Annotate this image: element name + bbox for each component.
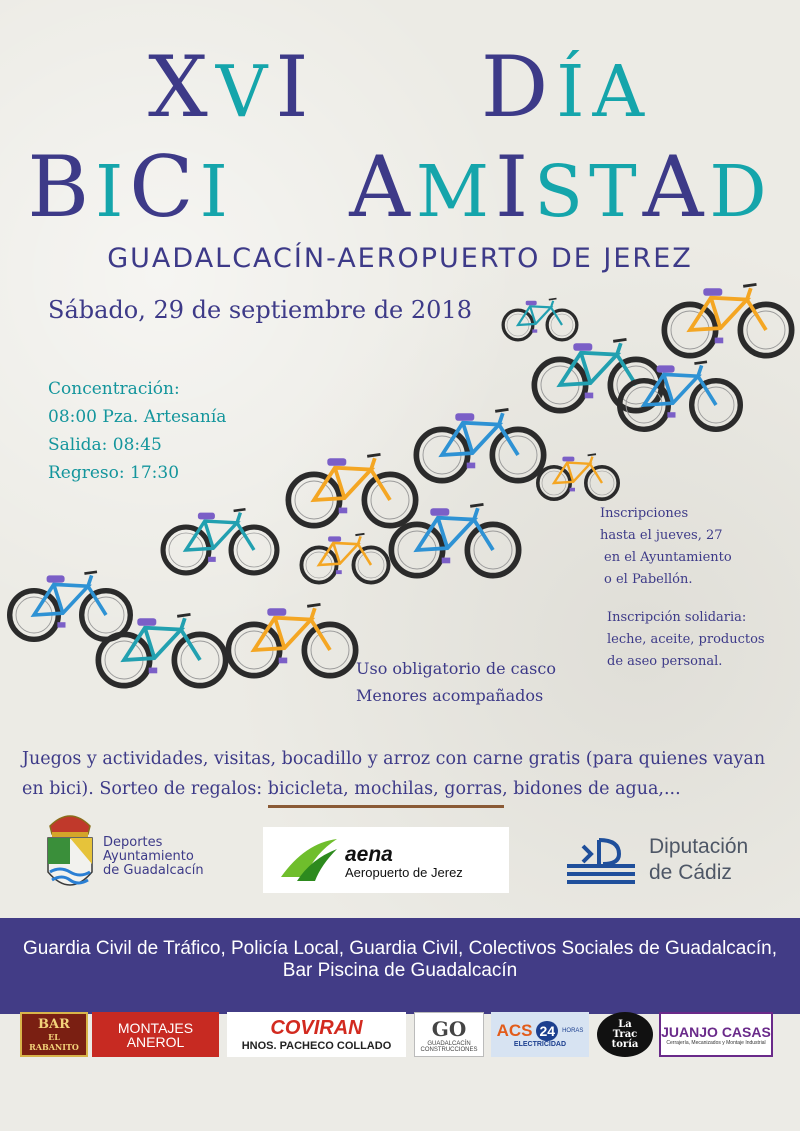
title-bici bbox=[27, 138, 233, 236]
sponsor-coviran bbox=[227, 1012, 406, 1057]
registration-line: en el Ayuntamiento bbox=[604, 550, 732, 565]
title-letter: C bbox=[129, 138, 200, 236]
aena-name: aena bbox=[345, 843, 393, 866]
title-xvi bbox=[148, 38, 317, 136]
coat-of-arms-icon bbox=[42, 808, 98, 898]
solidarity-line: Inscripción solidaria: bbox=[607, 610, 747, 625]
schedule-line: Regreso: 17:30 bbox=[48, 463, 180, 483]
solidarity-line: de aseo personal. bbox=[607, 654, 723, 669]
title-letter: I bbox=[95, 150, 130, 233]
title-letter: Í bbox=[556, 50, 593, 133]
registration-info bbox=[600, 503, 732, 591]
rule-line: Menores acompañados bbox=[356, 686, 544, 705]
bottom-margin bbox=[0, 1070, 800, 1131]
sponsor-text: ELECTRICIDAD bbox=[513, 1041, 567, 1048]
title-letter: I bbox=[275, 38, 317, 136]
sponsor-montajes-anerol bbox=[92, 1012, 219, 1057]
sponsor-text: La bbox=[618, 1018, 632, 1030]
ayto-line: Deportes bbox=[103, 835, 163, 850]
title-letter: A bbox=[592, 50, 653, 133]
rules-block bbox=[356, 655, 556, 709]
sponsor-bar-rabanito bbox=[20, 1012, 88, 1057]
title-letter: D bbox=[709, 150, 773, 233]
title-amistad bbox=[349, 138, 772, 236]
sponsor-text: ANEROL bbox=[126, 1033, 185, 1050]
sponsor-text: ACS bbox=[496, 1021, 533, 1040]
activities-text: Juegos y actividades, visitas, bocadillo y arroz con carne gratis (para quienes vayan en bici). Sorteo de regalos: bicicleta, mochilas, gorras, bidones de agua,... bbox=[22, 749, 766, 799]
sponsors-row bbox=[0, 1012, 800, 1057]
title-letter: D bbox=[480, 38, 557, 136]
solidarity-registration bbox=[607, 607, 765, 673]
title-letter: A bbox=[349, 138, 416, 236]
sponsor-text: EL RABANITO bbox=[29, 1032, 79, 1052]
sponsor-text: BAR bbox=[38, 1017, 70, 1032]
sponsor-text: Trac bbox=[612, 1028, 638, 1040]
collaborators-band bbox=[0, 918, 800, 1014]
title-letter: A bbox=[642, 138, 710, 236]
sponsor-text: JUANJO CASAS bbox=[661, 1023, 771, 1040]
title-letter: B bbox=[27, 138, 96, 236]
title-letter: V bbox=[215, 50, 276, 133]
event-date: Sábado, 29 de septiembre de 2018 bbox=[48, 296, 472, 324]
title-line-2 bbox=[0, 138, 800, 236]
title-letter: I bbox=[494, 138, 535, 236]
diputacion-line: de Cádiz bbox=[649, 861, 732, 884]
sponsor-text: GUADALCACÍN bbox=[427, 1040, 471, 1047]
schedule-line: Salida: 08:45 bbox=[48, 435, 162, 455]
sponsor-la-tractoria bbox=[597, 1012, 653, 1057]
solidarity-line: leche, aceite, productos bbox=[607, 632, 765, 647]
collaborators-text: Guardia Civil de Tráfico, Policía Local, Guardia Civil, Colectivos Sociales de Guadalcacín, Bar Piscina de Guadalcacín bbox=[22, 938, 778, 981]
aena-logo bbox=[263, 827, 509, 893]
ayto-line: Ayuntamiento bbox=[103, 849, 194, 864]
title-letter: T bbox=[589, 150, 643, 233]
schedule-line: Concentración: bbox=[48, 379, 180, 399]
divider-line bbox=[268, 805, 504, 808]
sponsor-go-construcciones bbox=[414, 1012, 484, 1057]
title-letter: X bbox=[147, 38, 216, 136]
registration-line: o el Pabellón. bbox=[604, 572, 693, 587]
ayuntamiento-logo bbox=[40, 808, 260, 898]
title-letter: S bbox=[534, 150, 590, 233]
route-subtitle: GUADALCACÍN-AEROPUERTO DE JEREZ bbox=[107, 243, 693, 274]
sponsor-acs-electricidad bbox=[491, 1012, 589, 1057]
sponsor-text: GO bbox=[431, 1016, 467, 1041]
title-letter: I bbox=[199, 150, 234, 233]
sponsor-text: 24 bbox=[536, 1021, 558, 1041]
sponsor-text: HNOS. PACHECO COLLADO bbox=[241, 1040, 392, 1052]
diputacion-logo bbox=[563, 832, 773, 888]
sponsor-text: COVIRAN bbox=[270, 1017, 363, 1039]
registration-line: hasta el jueves, 27 bbox=[600, 528, 723, 543]
sponsor-text: toría bbox=[611, 1038, 639, 1050]
aena-subtitle: Aeropuerto de Jerez bbox=[345, 865, 463, 880]
aena-swoosh-icon bbox=[275, 837, 345, 887]
rule-line: Uso obligatorio de casco bbox=[356, 659, 556, 678]
diputacion-line: Diputación bbox=[649, 835, 749, 858]
sponsor-text: MONTAJES bbox=[117, 1019, 194, 1036]
ayto-line: de Guadalcacín bbox=[103, 863, 204, 878]
sponsor-text: Cerrajería, Mecanizados y Montaje Industrial bbox=[666, 1039, 766, 1046]
registration-line: Inscripciones bbox=[600, 506, 689, 521]
sponsor-text: HORAS bbox=[562, 1028, 584, 1034]
diputacion-emblem-icon bbox=[563, 836, 639, 886]
title-line-1 bbox=[0, 38, 800, 136]
title-letter: M bbox=[415, 150, 495, 233]
sponsor-juanjo-casas bbox=[659, 1012, 773, 1057]
schedule-line: 08:00 Pza. Artesanía bbox=[48, 407, 227, 427]
title-dia bbox=[481, 38, 652, 136]
sponsor-text: CONSTRUCCIONES bbox=[420, 1046, 478, 1053]
